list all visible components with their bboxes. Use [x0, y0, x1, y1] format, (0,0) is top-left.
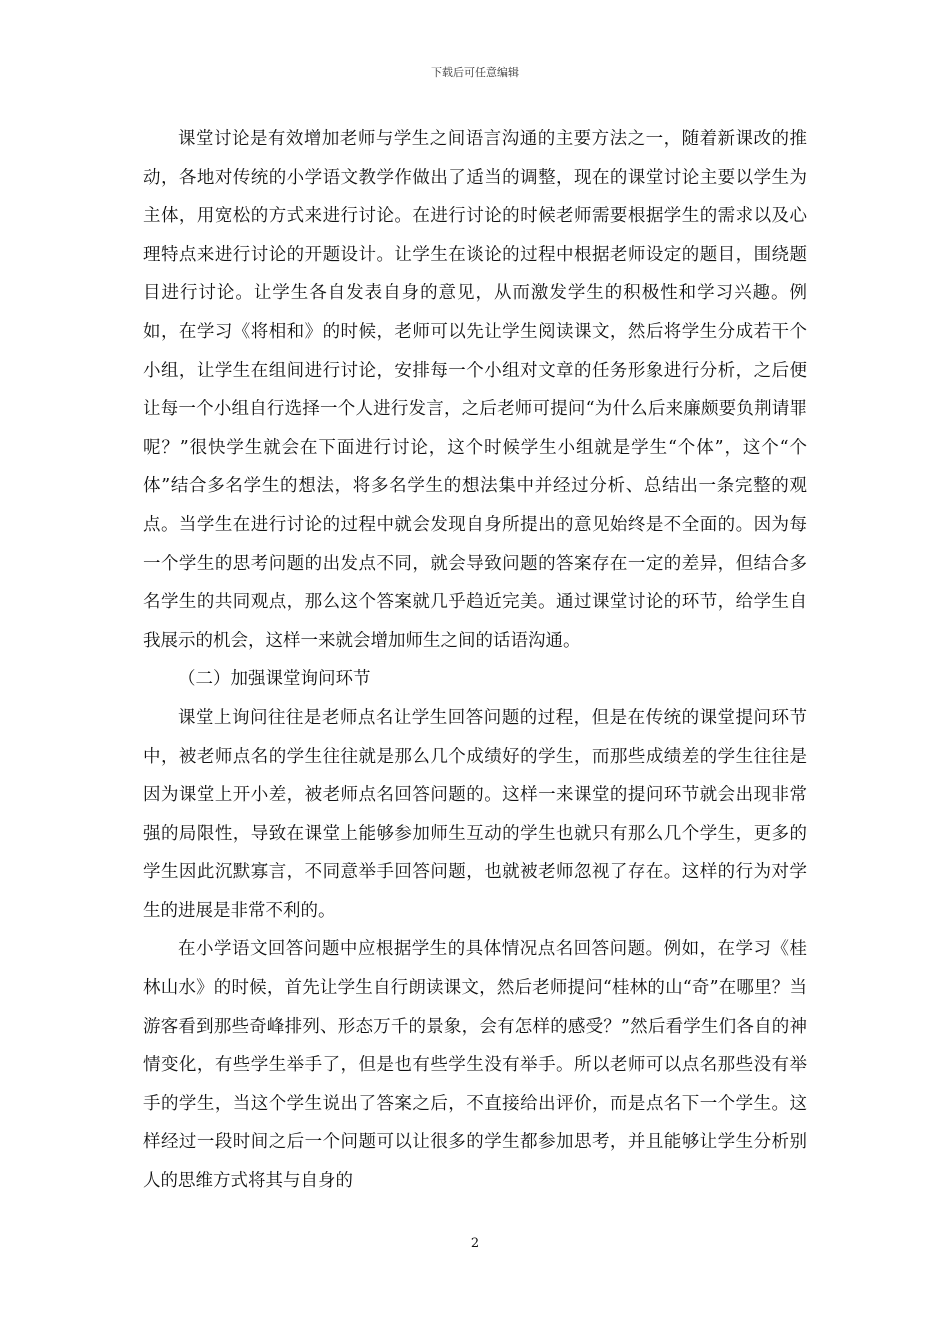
- document-body: [143, 120, 807, 1201]
- paragraph-classroom-discussion: 课堂讨论是有效增加老师与学生之间语言沟通的主要方法之一，随着新课改的推动，各地对传统的小学语文教学作做出了适当的调整，现在的课堂讨论主要以学生为主体，用宽松的方式来进行讨论。在进行讨论的时候老师需要根据学生的需求以及心理特点来进行讨论的开题设计。让学生在谈论的过程中根据老师设定的题目，围绕题目进行讨论。让学生各自发表自身的意见，从而激发学生的积极性和学习兴趣。例如，在学习《将相和》的时候，老师可以先让学生阅读课文，然后将学生分成若干个小组，让学生在组间进行讨论，安排每一个小组对文章的任务形象进行分析，之后便让每一个小组自行选择一个人进行发言，之后老师可提问“为什么后来廉颇要负荆请罪呢？”很快学生就会在下面进行讨论，这个时候学生小组就是学生“个体”，这个“个体”结合多名学生的想法，将多名学生的想法集中并经过分析、总结出一条完整的观点。当学生在进行讨论的过程中就会发现自身所提出的意见始终是不全面的。因为每一个学生的思考问题的出发点不同，就会导致问题的答案存在一定的差异，但结合多名学生的共同观点，那么这个答案就几乎趋近完美。通过课堂讨论的环节，给学生自我展示的机会，这样一来就会增加师生之间的话语沟通。: [143, 129, 807, 651]
- section-heading: （二）加强课堂询问环节: [178, 669, 371, 690]
- paragraph-questioning-example: 在小学语文回答问题中应根据学生的具体情况点名回答问题。例如，在学习《桂林山水》的时候，首先让学生自行朗读课文，然后老师提问“桂林的山“奇”在哪里？当游客看到那些奇峰排列、形态万千的景象，会有怎样的感受？”然后看学生们各自的神情变化，有些学生举手了，但是也有些学生没有举手。所以老师可以点名那些没有举手的学生，当这个学生说出了答案之后，不直接给出评价，而是点名下一个学生。这样经过一段时间之后一个问题可以让很多的学生都参加思考，并且能够让学生分析别人的思维方式将其与自身的: [143, 939, 807, 1192]
- page-header: 下载后可任意编辑: [431, 66, 519, 79]
- paragraph-questioning-problem: 课堂上询问往往是老师点名让学生回答问题的过程，但是在传统的课堂提问环节中，被老师点名的学生往往就是那么几个成绩好的学生，而那些成绩差的学生往往是因为课堂上开小差，被老师点名回答问题的。这样一来课堂的提问环节就会出现非常强的局限性，导致在课堂上能够参加师生互动的学生也就只有那么几个学生，更多的学生因此沉默寡言，不同意举手回答问题，也就被老师忽视了存在。这样的行为对学生的进展是非常不利的。: [143, 707, 807, 921]
- page-number: 2: [470, 1236, 480, 1251]
